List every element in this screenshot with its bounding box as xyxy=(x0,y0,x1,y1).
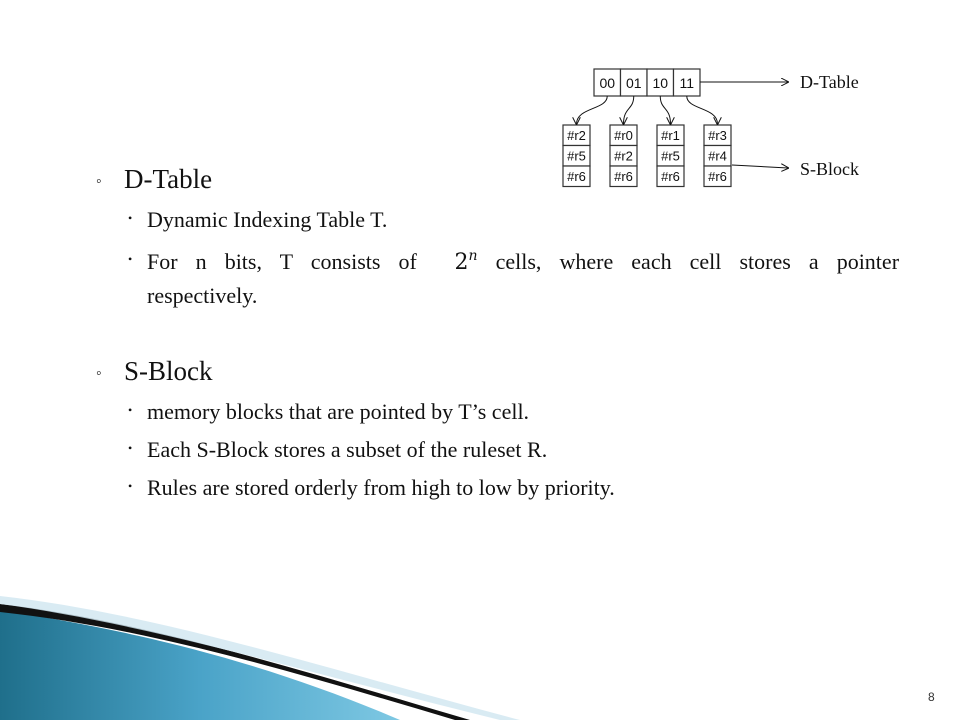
list-item-text: Each S-Block stores a subset of the ruleset R. xyxy=(147,437,548,462)
pointer-arrows xyxy=(577,96,718,124)
sblock-columns xyxy=(563,125,731,187)
pointer-arrow xyxy=(660,96,670,124)
sblock-rule: #r6 xyxy=(708,169,727,184)
list-item-text: Rules are stored orderly from high to low by priority. xyxy=(147,475,615,500)
dot-bullet-icon: • xyxy=(128,403,133,417)
section-title: S-Block xyxy=(124,356,213,386)
sblock-rule: #r6 xyxy=(567,169,586,184)
hollow-bullet-icon: ◦ xyxy=(96,365,102,382)
dot-bullet-icon: • xyxy=(128,441,133,455)
sblock-rule: #r4 xyxy=(708,148,727,164)
list-item-text: Dynamic Indexing Table T. xyxy=(147,207,388,232)
sblock-rule: #r0 xyxy=(614,128,633,143)
sblock-rule: #r5 xyxy=(567,148,586,164)
text-prefix: For n bits, T consists of xyxy=(147,249,417,274)
dtable-cell-label: 00 xyxy=(599,75,616,91)
pointer-arrow xyxy=(624,96,634,124)
dtable-label: D-Table xyxy=(800,72,859,92)
footer-decoration xyxy=(0,590,960,720)
pointer-arrow xyxy=(687,96,718,124)
dot-bullet-icon: • xyxy=(128,479,133,493)
math-exponent: n xyxy=(468,248,478,264)
dtable-cell-label: 10 xyxy=(652,75,669,91)
sblock-rule: #r5 xyxy=(661,148,680,164)
list-item-text: memory blocks that are pointed by T’s cell. xyxy=(147,399,530,424)
sblock-label-arrow xyxy=(732,165,788,168)
dtable-row xyxy=(594,69,700,96)
list-item-text xyxy=(147,248,899,275)
math-base: 2 xyxy=(454,250,469,275)
math-power xyxy=(435,250,478,275)
text-suffix: cells, where each cell stores a pointer xyxy=(495,249,900,274)
dtable-cell-label: 11 xyxy=(679,75,695,91)
sblock-rule: #r3 xyxy=(708,128,727,143)
list-item-text: respectively. xyxy=(147,283,258,308)
sblock-label: S-Block xyxy=(800,159,860,179)
sblock-rule: #r2 xyxy=(614,148,633,164)
dot-bullet-icon: • xyxy=(128,211,133,225)
sblock-rule: #r1 xyxy=(661,128,680,143)
sblock-rule: #r2 xyxy=(567,128,586,143)
page-number: 8 xyxy=(928,690,935,704)
dot-bullet-icon: • xyxy=(128,252,133,266)
sblock-rule: #r6 xyxy=(614,169,633,184)
dtable-cell-label: 01 xyxy=(625,75,642,91)
section-title: D-Table xyxy=(124,164,213,194)
sblock-rule: #r6 xyxy=(661,169,680,184)
pointer-arrow xyxy=(577,96,608,124)
hollow-bullet-icon: ◦ xyxy=(96,173,102,190)
